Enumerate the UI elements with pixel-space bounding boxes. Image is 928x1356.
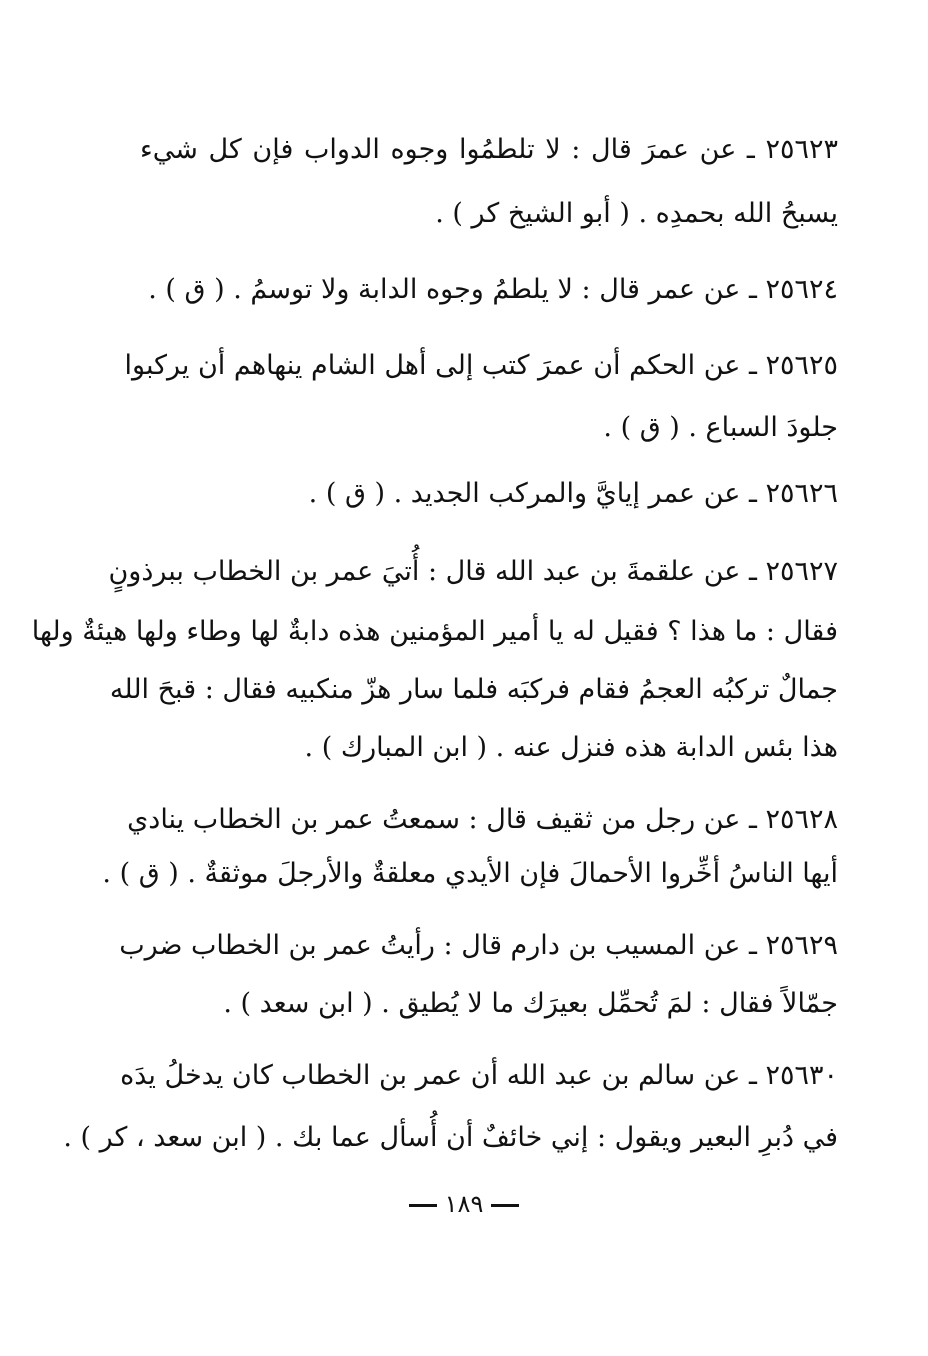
hadith-25628-line-2: أيها الناسُ أخِّروا الأحمالَ فإن الأيدي معلقةٌ والأرجلَ موثقةٌ . ( ق ) . xyxy=(102,858,838,889)
hadith-25623-line-2: يسبحُ الله بحمدِه . ( أبو الشيخ كر ) . xyxy=(435,198,838,229)
hadith-25624-line-1: ٢٥٦٢٤ ـ عن عمر قال : لا يلطمُ وجوه الدابة ولا توسمُ . ( ق ) . xyxy=(148,274,838,305)
hadith-25630-line-2: في دُبرِ البعير ويقول : إني خائفٌ أن أُسأل عما بك . ( ابن سعد ، كر ) . xyxy=(63,1122,838,1153)
hadith-25629-line-2: جمّالاً فقال : لمَ تُحمِّل بعيرَك ما لا يُطيق . ( ابن سعد ) . xyxy=(223,988,838,1019)
footer-dash-left xyxy=(409,1204,437,1207)
hadith-25627-line-1: ٢٥٦٢٧ ـ عن علقمةَ بن عبد الله قال : أُتيَ عمر بن الخطاب ببرذونٍ xyxy=(108,556,838,587)
hadith-25625-line-2: جلودَ السباع . ( ق ) . xyxy=(603,412,838,443)
hadith-25625-line-1: ٢٥٦٢٥ ـ عن الحكم أن عمرَ كتب إلى أهل الشام ينهاهم أن يركبوا xyxy=(124,350,838,381)
page-number: ١٨٩ xyxy=(444,1190,484,1218)
page-number-footer xyxy=(0,1188,928,1220)
hadith-25627-line-2: فقال : ما هذا ؟ فقيل له يا أمير المؤمنين هذه دابةٌ لها وطاء ولها هيئةٌ ولها xyxy=(31,616,838,647)
hadith-25626-line-1: ٢٥٦٢٦ ـ عن عمر إيايَّ والمركب الجديد . ( ق ) . xyxy=(308,478,838,509)
hadith-25629-line-1: ٢٥٦٢٩ ـ عن المسيب بن دارم قال : رأيتُ عمر بن الخطاب ضرب xyxy=(119,930,838,961)
hadith-25628-line-1: ٢٥٦٢٨ ـ عن رجل من ثقيف قال : سمعتُ عمر بن الخطاب ينادي xyxy=(127,804,838,835)
hadith-25623-line-1: ٢٥٦٢٣ ـ عن عمرَ قال : لا تلطمُوا وجوه الدواب فإن كل شيء xyxy=(140,134,838,165)
footer-dash-right xyxy=(491,1204,519,1207)
hadith-25627-line-3: جمالٌ تركبُه العجمُ فقام فركبَه فلما سار هزّ منكبيه فقال : قبحَ الله xyxy=(109,674,838,705)
hadith-25627-line-4: هذا بئس الدابة هذه فنزل عنه . ( ابن المبارك ) . xyxy=(304,732,838,763)
hadith-25630-line-1: ٢٥٦٣٠ ـ عن سالم بن عبد الله أن عمر بن الخطاب كان يدخلُ يدَه xyxy=(120,1060,838,1091)
